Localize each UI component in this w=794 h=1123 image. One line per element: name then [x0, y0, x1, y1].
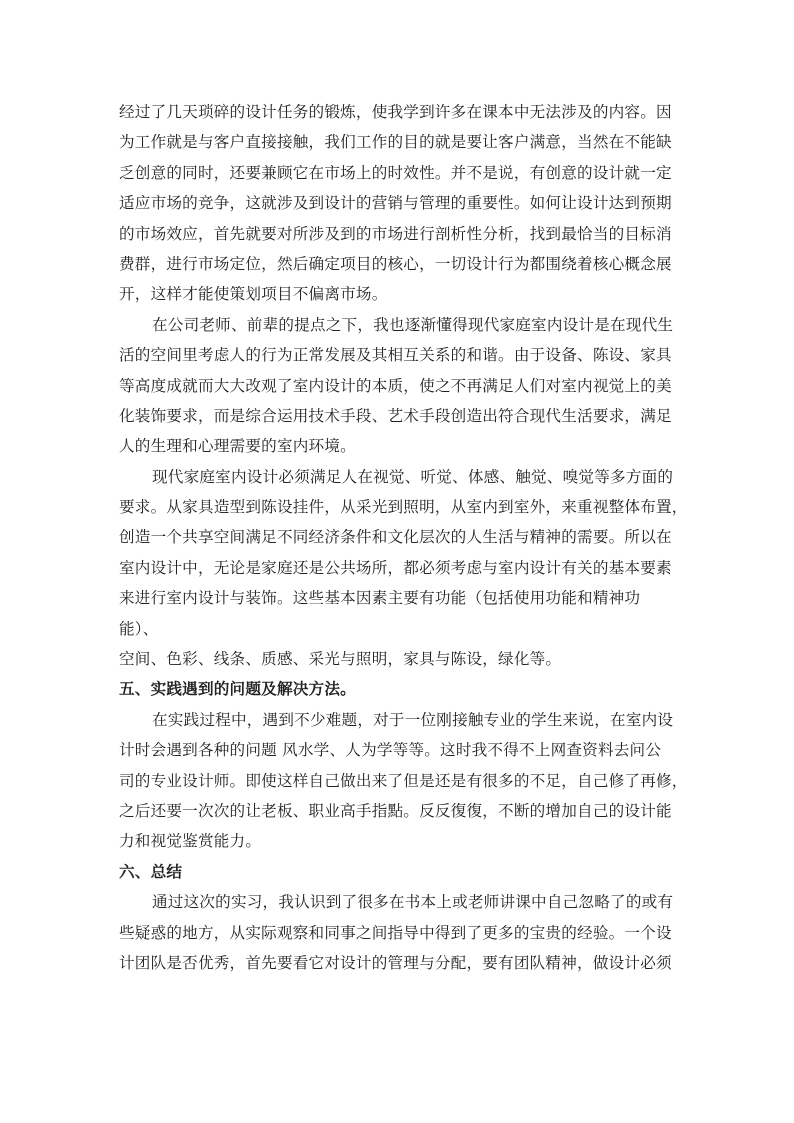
text-line: 要求。从家具造型到陈设挂件，从采光到照明，从室内到室外，来重视整体布置， [119, 498, 688, 517]
text-line: 力和视觉鉴赏能力。 [119, 832, 262, 851]
text-line: 来进行室内设计与装饰。这些基本因素主要有功能（包括使用功能和精神功 [119, 589, 641, 608]
paragraph-design-market [119, 97, 681, 310]
text-line: 活的空间里考虑人的行为正常发展及其相互关系的和谐。由于设备、陈设、家具 [119, 346, 672, 365]
text-line: 通过这次的实习，我认识到了很多在书本上或老师讲课中自己忽略了的或有 [152, 893, 674, 912]
text-line: 适应市场的竞争，这就涉及到设计的营销与管理的重要性。如何让设计达到预期 [119, 194, 672, 213]
text-line: 空间、色彩、线条、质感、采光与照明，家具与陈设，绿化等。 [119, 650, 562, 669]
text-line: 费群，进行市场定位，然后确定项目的核心，一切设计行为都围绕着核心概念展 [119, 254, 672, 273]
text-line: 开，这样才能使策划项目不偏离市场。 [119, 285, 388, 304]
document-body [119, 97, 688, 978]
text-line: 能）、 [119, 619, 159, 638]
text-line: 经过了几天琐碎的设计任务的锻炼，使我学到许多在课本中无法涉及的内容。因 [119, 103, 672, 121]
text-line: 之后还要一次次的让老板、职业高手指點。反反復復，不断的增加自己的设计能 [119, 801, 672, 820]
text-line: 计团队是否优秀，首先要看它对设计的管理与分配，要有团队精神，做设计必须 [119, 953, 672, 972]
text-line: 计时会遇到各种的问题 风水学、人为学等等。这时我不得不上网查资料去问公 [119, 741, 662, 760]
text-line: 化装饰要求，而是综合运用技术手段、艺术手段创造出符合现代生活要求，满足 [119, 406, 672, 425]
text-line: 的市场效应，首先就要对所涉及到的市场进行剖析性分析，找到最恰当的目标消 [119, 224, 672, 243]
text-line: 在实践过程中，遇到不少难题，对于一位刚接触专业的学生来说，在室内设 [152, 710, 674, 729]
text-line: 乏创意的同时，还要兼顾它在市场上的时效性。并不是说，有创意的设计就一定 [119, 163, 672, 182]
text-line: 为工作就是与客户直接接触，我们工作的目的就是要让客户满意，当然在不能缺 [119, 133, 672, 152]
paragraph-problems [119, 705, 688, 857]
paragraph-interior-design-essence [119, 310, 681, 462]
section-heading-summary: 六、总结 [119, 862, 183, 881]
text-line: 些疑惑的地方，从实际观察和同事之间指导中得到了更多的宝贵的经验。一个设 [119, 923, 672, 942]
text-line: 创造一个共享空间满足不同经济条件和文化层次的人生活与精神的需要。所以在 [119, 528, 672, 547]
text-line: 等高度成就而大大改观了室内设计的本质，使之不再满足人们对室内视觉上的美 [119, 376, 672, 395]
paragraph-summary [119, 887, 681, 978]
text-line: 司的专业设计师。即使这样自己做出来了但是还是有很多的不足，自己修了再修， [119, 771, 688, 790]
text-line: 人的生理和心理需要的室内环境。 [119, 437, 356, 456]
text-line: 室内设计中，无论是家庭还是公共场所，都必须考虑与室内设计有关的基本要素 [119, 558, 672, 577]
text-line: 在公司老师、前辈的提点之下，我也逐渐懂得现代家庭室内设计是在现代生 [152, 315, 674, 334]
paragraph-basic-elements [119, 462, 688, 675]
text-line: 现代家庭室内设计必须满足人在视觉、听觉、体感、触觉、嗅觉等多方面的 [152, 467, 674, 486]
section-heading-problems: 五、实践遇到的问题及解决方法。 [119, 680, 356, 699]
